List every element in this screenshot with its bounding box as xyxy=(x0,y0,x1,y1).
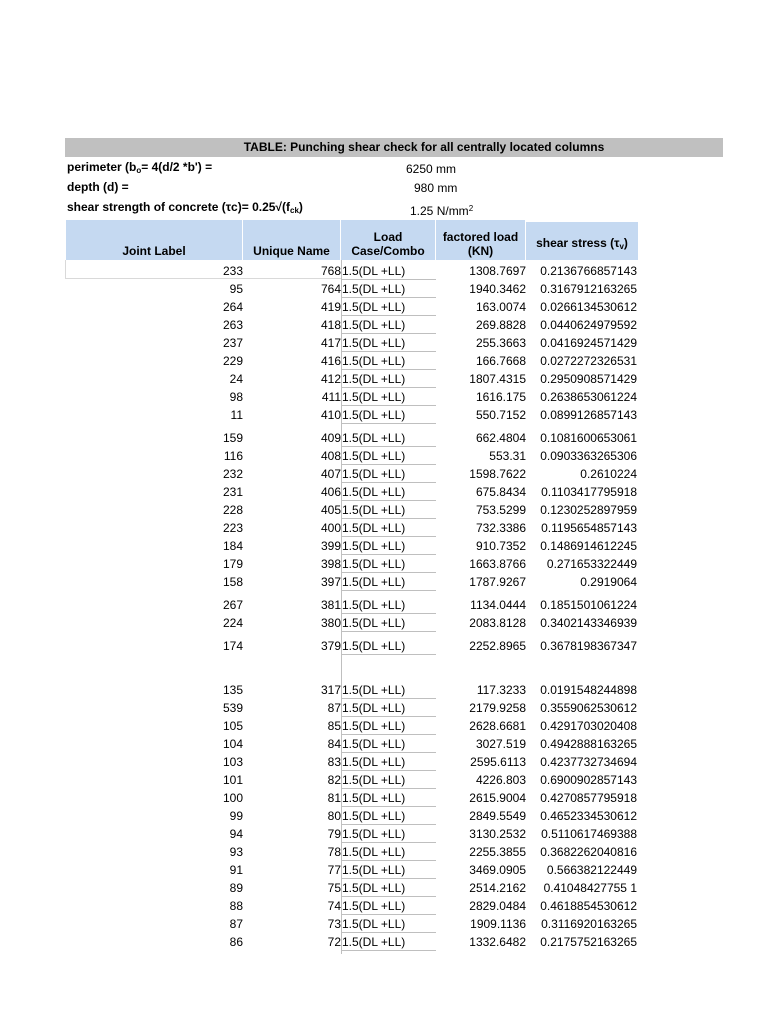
cell-combo: 1.5(DL +LL) xyxy=(342,683,406,697)
cell-load: 2252.8965 xyxy=(469,639,526,653)
table-row xyxy=(0,807,768,825)
cell-joint: 174 xyxy=(222,639,243,653)
combo-cell-underline xyxy=(342,654,436,655)
cell-load: 166.7668 xyxy=(475,354,526,368)
cell-unique: 407 xyxy=(320,467,341,481)
cell-shear: 0.4237732734694 xyxy=(540,755,637,769)
cell-combo: 1.5(DL +LL) xyxy=(342,390,406,404)
cell-shear: 0.3559062530612 xyxy=(540,701,637,715)
perimeter-value: 6250 mm xyxy=(406,162,457,176)
table-row xyxy=(0,352,768,370)
cell-combo: 1.5(DL +LL) xyxy=(342,503,406,517)
table-row xyxy=(0,280,768,298)
cell-unique: 397 xyxy=(320,575,341,589)
cell-combo: 1.5(DL +LL) xyxy=(342,737,406,751)
cell-joint: 135 xyxy=(222,683,243,697)
cell-shear: 0.0266134530612 xyxy=(540,300,637,314)
table-row xyxy=(0,555,768,573)
cell-combo: 1.5(DL +LL) xyxy=(342,863,406,877)
cell-unique: 418 xyxy=(320,318,341,332)
cell-unique: 74 xyxy=(327,899,341,913)
cell-combo: 1.5(DL +LL) xyxy=(342,639,406,653)
cell-combo: 1.5(DL +LL) xyxy=(342,282,406,296)
table-row xyxy=(0,447,768,465)
cell-load: 1598.7622 xyxy=(469,467,526,481)
cell-shear: 0.3682262040816 xyxy=(540,845,637,859)
cell-combo: 1.5(DL +LL) xyxy=(342,521,406,535)
cell-joint: 91 xyxy=(229,863,243,877)
cell-shear: 0.2175752163265 xyxy=(540,935,637,949)
cell-joint: 88 xyxy=(229,899,243,913)
cell-combo: 1.5(DL +LL) xyxy=(342,354,406,368)
table-row xyxy=(0,573,768,591)
table-row xyxy=(0,298,768,316)
cell-load: 910.7352 xyxy=(475,539,526,553)
cell-load: 1616.175 xyxy=(475,390,526,404)
cell-unique: 317 xyxy=(320,683,341,697)
cell-joint: 232 xyxy=(222,467,243,481)
cell-shear: 0.2919064 xyxy=(580,575,637,589)
cell-joint: 263 xyxy=(222,318,243,332)
cell-combo: 1.5(DL +LL) xyxy=(342,449,406,463)
cell-combo: 1.5(DL +LL) xyxy=(342,336,406,350)
cell-shear: 0.5110617469388 xyxy=(541,827,637,841)
header-factored-load: factored load (KN) xyxy=(436,220,526,260)
cell-shear: 0.0272272326531 xyxy=(540,354,637,368)
cell-unique: 85 xyxy=(327,719,341,733)
cell-joint: 103 xyxy=(222,755,243,769)
cell-unique: 405 xyxy=(320,503,341,517)
cell-combo: 1.5(DL +LL) xyxy=(342,917,406,931)
cell-joint: 224 xyxy=(222,616,243,630)
cell-load: 1308.7697 xyxy=(469,264,526,278)
cell-load: 753.5299 xyxy=(475,503,526,517)
cell-joint: 267 xyxy=(222,598,243,612)
cell-load: 3130.2532 xyxy=(469,827,526,841)
cell-load: 2083.8128 xyxy=(469,616,526,630)
depth-value: 980 mm xyxy=(414,181,458,195)
cell-combo: 1.5(DL +LL) xyxy=(342,372,406,386)
cell-unique: 411 xyxy=(321,390,341,404)
combo-cell-underline xyxy=(342,631,436,632)
table-row xyxy=(0,388,768,406)
cell-shear: 0.0903363265306 xyxy=(540,449,637,463)
header-unique-name: Unique Name xyxy=(243,220,341,260)
cell-load: 3027.519 xyxy=(475,737,526,751)
cell-load: 2179.9258 xyxy=(469,701,526,715)
table-row xyxy=(0,879,768,897)
cell-load: 1332.6482 xyxy=(469,935,526,949)
cell-shear: 0.2950908571429 xyxy=(540,372,637,386)
cell-unique: 764 xyxy=(320,282,341,296)
cell-load: 4226.803 xyxy=(475,773,526,787)
cell-combo: 1.5(DL +LL) xyxy=(342,809,406,823)
cell-combo: 1.5(DL +LL) xyxy=(342,598,406,612)
cell-shear: 0.3402143346939 xyxy=(540,616,637,630)
perimeter-label: perimeter ($b_o= 4(d/2$ *b') = xyxy=(67,160,213,175)
table-row xyxy=(0,789,768,807)
cell-combo: 1.5(DL +LL) xyxy=(342,755,406,769)
cell-load: 255.3663 xyxy=(475,336,526,350)
cell-unique: 78 xyxy=(327,845,341,859)
table-row xyxy=(0,735,768,753)
cell-combo: 1.5(DL +LL) xyxy=(342,791,406,805)
cell-joint: 231 xyxy=(222,485,243,499)
cell-combo: 1.5(DL +LL) xyxy=(342,431,406,445)
table-row xyxy=(0,537,768,555)
cell-combo: 1.5(DL +LL) xyxy=(342,485,406,499)
cell-load: 1909.1136 xyxy=(470,917,526,931)
depth-label: depth (d) = xyxy=(67,180,129,194)
cell-joint: 99 xyxy=(229,809,243,823)
cell-combo: 1.5(DL +LL) xyxy=(342,408,406,422)
cell-unique: 416 xyxy=(320,354,341,368)
table-row xyxy=(0,614,768,632)
table-row xyxy=(0,519,768,537)
cell-unique: 73 xyxy=(327,917,341,931)
table-row xyxy=(0,406,768,424)
cell-shear: 0.1081600653061 xyxy=(540,431,637,445)
table-row xyxy=(0,465,768,483)
cell-shear: 0.1103417795918 xyxy=(541,485,637,499)
table-row xyxy=(0,262,768,280)
cell-shear: 0.0440624979592 xyxy=(540,318,637,332)
cell-unique: 381 xyxy=(320,598,341,612)
cell-unique: 379 xyxy=(320,639,341,653)
cell-shear: 0.0191548244898 xyxy=(540,683,637,697)
cell-unique: 398 xyxy=(320,557,341,571)
cell-load: 2829.0484 xyxy=(469,899,526,913)
cell-joint: 229 xyxy=(222,354,243,368)
combo-cell-underline xyxy=(342,590,436,591)
cell-joint: 179 xyxy=(222,557,243,571)
table-row xyxy=(0,825,768,843)
cell-joint: 89 xyxy=(229,881,243,895)
cell-load: 269.8828 xyxy=(475,318,526,332)
cell-load: 675.8434 xyxy=(475,485,526,499)
cell-load: 662.4804 xyxy=(475,431,526,445)
cell-load: 163.0074 xyxy=(475,300,526,314)
cell-joint: 98 xyxy=(229,390,243,404)
cell-joint: 104 xyxy=(222,737,243,751)
cell-combo: 1.5(DL +LL) xyxy=(342,773,406,787)
table-row xyxy=(0,861,768,879)
header-shear-stress: shear stress $(\tau_v)$ xyxy=(526,222,638,260)
cell-shear: 0.566382122449 xyxy=(546,863,637,877)
cell-joint: 93 xyxy=(229,845,243,859)
cell-unique: 408 xyxy=(320,449,341,463)
cell-load: 553.31 xyxy=(489,449,526,463)
cell-unique: 417 xyxy=(320,336,341,350)
shear-strength-value: 1.25 $N/mm^2$ xyxy=(410,204,474,218)
cell-unique: 84 xyxy=(327,737,341,751)
cell-shear: 0.4270857795918 xyxy=(540,791,637,805)
cell-unique: 399 xyxy=(320,539,341,553)
cell-shear: 0.3116920163265 xyxy=(541,917,637,931)
combo-cell-underline xyxy=(342,950,436,951)
cell-unique: 87 xyxy=(327,701,341,715)
cell-shear: 0.2610224 xyxy=(580,467,637,481)
cell-load: 1787.9267 xyxy=(469,575,526,589)
cell-shear: 0.271653322449 xyxy=(546,557,637,571)
cell-joint: 101 xyxy=(222,773,243,787)
cell-shear: 0.4291703020408 xyxy=(540,719,637,733)
table-row xyxy=(0,843,768,861)
cell-joint: 539 xyxy=(222,701,243,715)
cell-combo: 1.5(DL +LL) xyxy=(342,575,406,589)
table-row xyxy=(0,897,768,915)
table-row xyxy=(0,915,768,933)
cell-combo: 1.5(DL +LL) xyxy=(342,899,406,913)
cell-unique: 81 xyxy=(327,791,341,805)
cell-joint: 24 xyxy=(229,372,243,386)
cell-shear: 0.0416924571429 xyxy=(540,336,637,350)
cell-joint: 264 xyxy=(222,300,243,314)
table-row xyxy=(0,316,768,334)
header-joint-label: Joint Label xyxy=(66,220,243,260)
cell-joint: 87 xyxy=(229,917,243,931)
table-row xyxy=(0,483,768,501)
cell-joint: 184 xyxy=(222,539,243,553)
cell-combo: 1.5(DL +LL) xyxy=(342,845,406,859)
table-row xyxy=(0,933,768,951)
cell-load: 1134.0444 xyxy=(470,598,526,612)
cell-joint: 223 xyxy=(222,521,243,535)
cell-combo: 1.5(DL +LL) xyxy=(342,300,406,314)
cell-load: 2595.6113 xyxy=(470,755,526,769)
cell-unique: 419 xyxy=(320,300,341,314)
shear-strength-label: shear strength of concrete $(\tau c)= 0.25√(f_{ck})$ xyxy=(67,200,303,215)
cell-combo: 1.5(DL +LL) xyxy=(342,701,406,715)
cell-unique: 409 xyxy=(320,431,341,445)
cell-shear: 0.3167912163265 xyxy=(540,282,637,296)
cell-shear: 0.4618854530612 xyxy=(540,899,637,913)
combo-cell-underline xyxy=(342,423,436,424)
cell-combo: 1.5(DL +LL) xyxy=(342,557,406,571)
cell-unique: 768 xyxy=(320,264,341,278)
cell-combo: 1.5(DL +LL) xyxy=(342,881,406,895)
cell-unique: 406 xyxy=(320,485,341,499)
cell-load: 1807.4315 xyxy=(469,372,526,386)
cell-shear: 0.1230252897959 xyxy=(540,503,637,517)
table-row xyxy=(0,370,768,388)
cell-joint: 237 xyxy=(222,336,243,350)
cell-unique: 380 xyxy=(320,616,341,630)
cell-load: 732.3386 xyxy=(475,521,526,535)
cell-shear: 0.1486914612245 xyxy=(540,539,637,553)
cell-unique: 410 xyxy=(320,408,341,422)
cell-unique: 72 xyxy=(327,935,341,949)
cell-combo: 1.5(DL +LL) xyxy=(342,264,406,278)
cell-combo: 1.5(DL +LL) xyxy=(342,935,406,949)
cell-shear: 0.1851501061224 xyxy=(540,598,637,612)
cell-load: 2849.5549 xyxy=(469,809,526,823)
cell-load: 1940.3462 xyxy=(469,282,526,296)
cell-load: 550.7152 xyxy=(475,408,526,422)
cell-unique: 400 xyxy=(320,521,341,535)
cell-combo: 1.5(DL +LL) xyxy=(342,318,406,332)
cell-unique: 412 xyxy=(320,372,341,386)
cell-shear: 0.0899126857143 xyxy=(540,408,637,422)
cell-joint: 86 xyxy=(229,935,243,949)
cell-unique: 79 xyxy=(327,827,341,841)
table-title: TABLE: Punching shear check for all centrally located columns xyxy=(65,138,723,157)
cell-load: 2514.2162 xyxy=(469,881,526,895)
cell-shear: 0.2136766857143 xyxy=(540,264,637,278)
cell-shear: 0.41048427755 1 xyxy=(543,881,637,895)
cell-shear: 0.6900902857143 xyxy=(540,773,637,787)
cell-shear: 0.4942888163265 xyxy=(540,737,637,751)
cell-joint: 116 xyxy=(223,449,243,463)
table-row xyxy=(0,429,768,447)
cell-shear: 0.3678198367347 xyxy=(540,639,637,653)
cell-joint: 11 xyxy=(230,408,243,422)
cell-shear: 0.2638653061224 xyxy=(540,390,637,404)
cell-load: 2615.9004 xyxy=(469,791,526,805)
cell-joint: 95 xyxy=(229,282,243,296)
cell-unique: 83 xyxy=(327,755,341,769)
cell-combo: 1.5(DL +LL) xyxy=(342,719,406,733)
table-row xyxy=(0,753,768,771)
cell-joint: 159 xyxy=(222,431,243,445)
cell-load: 117.3233 xyxy=(476,683,526,697)
table-row xyxy=(0,771,768,789)
cell-load: 3469.0905 xyxy=(469,863,526,877)
table-row xyxy=(0,637,768,655)
cell-joint: 105 xyxy=(222,719,243,733)
table-row xyxy=(0,699,768,717)
cell-unique: 77 xyxy=(327,863,341,877)
cell-unique: 80 xyxy=(327,809,341,823)
cell-combo: 1.5(DL +LL) xyxy=(342,467,406,481)
cell-load: 1663.8766 xyxy=(469,557,526,571)
table-row xyxy=(0,501,768,519)
cell-unique: 75 xyxy=(327,881,341,895)
table-row xyxy=(0,596,768,614)
cell-shear: 0.1195654857143 xyxy=(541,521,637,535)
table-row xyxy=(0,681,768,699)
cell-combo: 1.5(DL +LL) xyxy=(342,539,406,553)
cell-joint: 94 xyxy=(229,827,243,841)
cell-joint: 233 xyxy=(222,264,243,278)
cell-joint: 158 xyxy=(222,575,243,589)
cell-load: 2255.3855 xyxy=(469,845,526,859)
cell-unique: 82 xyxy=(327,773,341,787)
cell-combo: 1.5(DL +LL) xyxy=(342,616,406,630)
table-row xyxy=(0,334,768,352)
table-row xyxy=(0,717,768,735)
cell-load: 2628.6681 xyxy=(469,719,526,733)
cell-joint: 228 xyxy=(222,503,243,517)
cell-combo: 1.5(DL +LL) xyxy=(342,827,406,841)
cell-joint: 100 xyxy=(222,791,243,805)
cell-shear: 0.4652334530612 xyxy=(540,809,637,823)
header-load-case: Load Case/Combo xyxy=(341,220,436,260)
